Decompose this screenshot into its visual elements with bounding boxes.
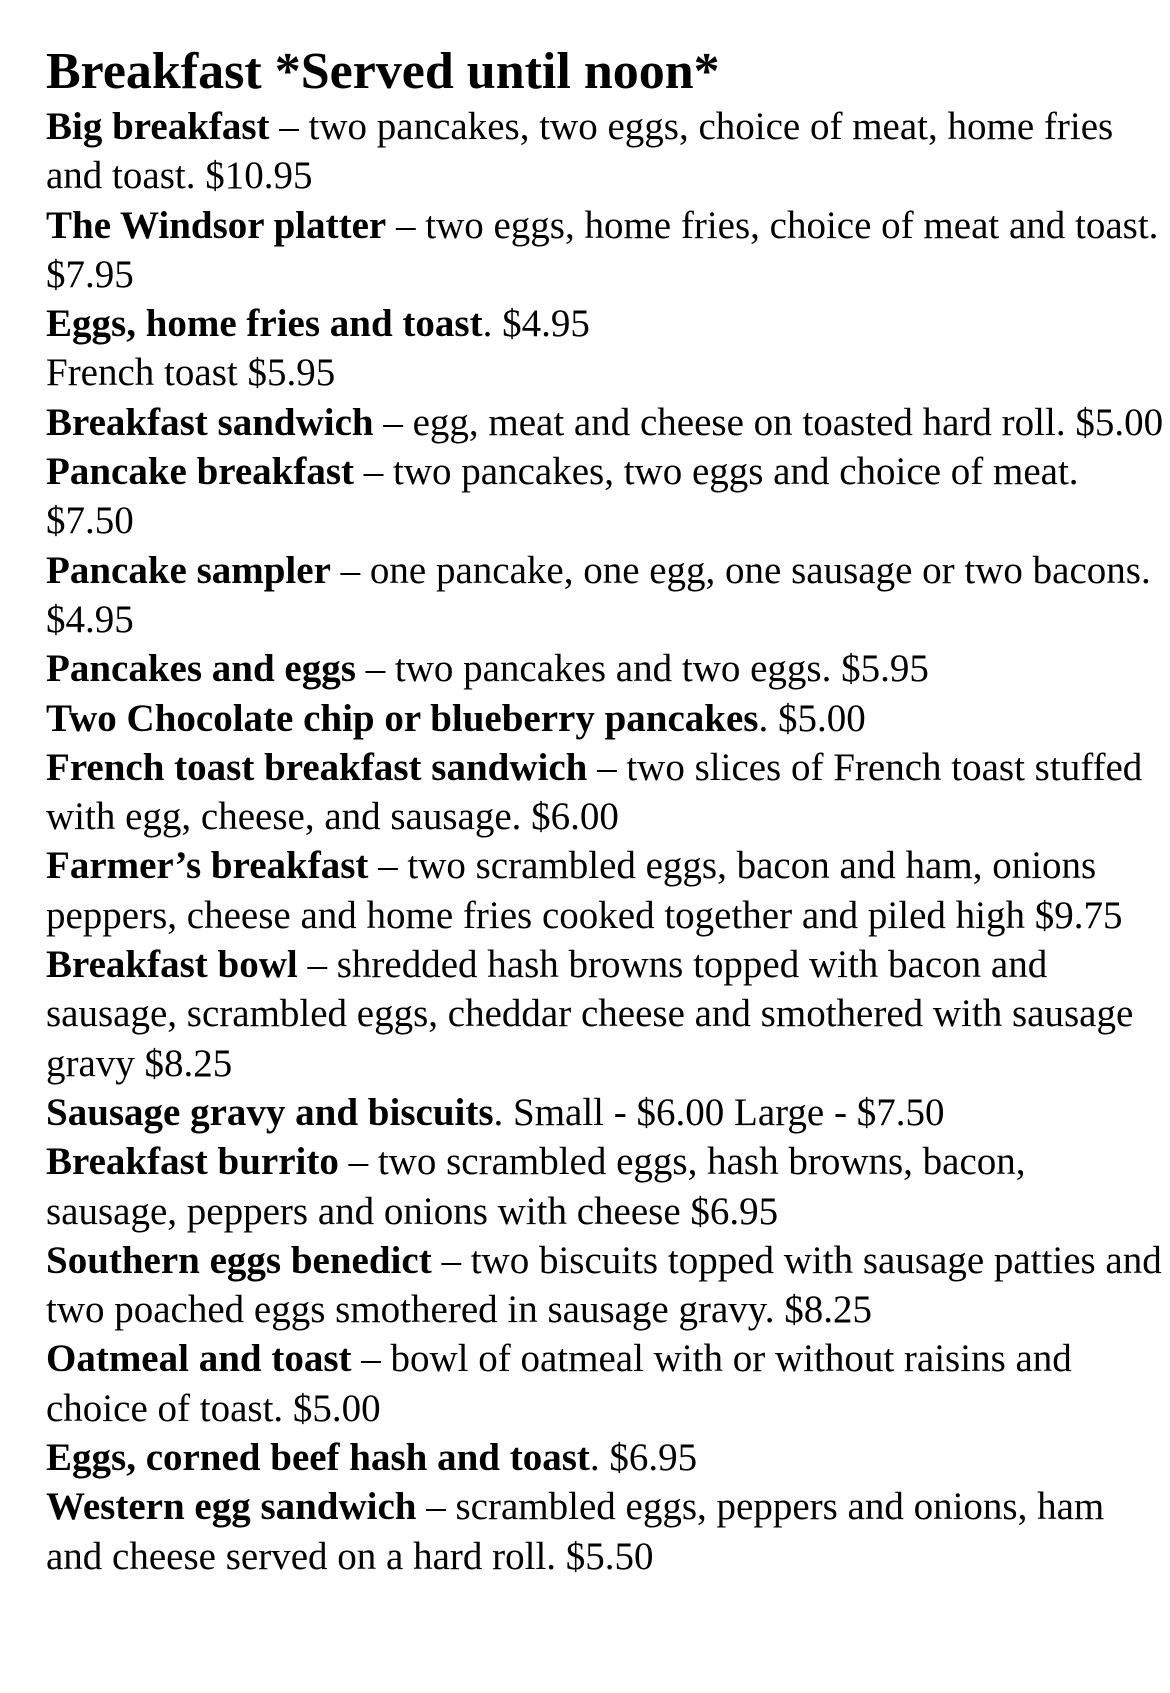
menu-item-name: Breakfast burrito	[46, 1140, 339, 1184]
menu-item-description: French toast $5.95	[46, 351, 336, 395]
menu-item-description: – two scrambled eggs, bacon and ham, onions peppers, cheese and home fries cooked together and piled high $9.75	[46, 844, 1123, 937]
menu-item	[46, 1236, 1164, 1335]
menu-item-name: Pancake breakfast	[46, 450, 355, 494]
menu-item-name: The Windsor platter	[46, 203, 387, 247]
menu-item	[46, 348, 1164, 397]
menu-item-description: – two pancakes, two eggs and choice of meat. $7.50	[46, 450, 1079, 543]
menu-item	[46, 743, 1164, 842]
menu-item	[46, 1137, 1164, 1236]
menu-title: Breakfast *Served until noon*	[46, 43, 720, 100]
menu-item	[46, 546, 1164, 645]
menu-item	[46, 940, 1164, 1088]
menu-item-description: – egg, meat and cheese on toasted hard roll. $5.00	[373, 400, 1164, 444]
menu-item-description: – two eggs, home fries, choice of meat and toast. $7.95	[46, 203, 1159, 296]
menu-item-description: . $5.00	[758, 696, 866, 740]
menu-item-description: – one pancake, one egg, one sausage or two bacons. $4.95	[46, 548, 1151, 641]
menu-item	[46, 398, 1164, 447]
menu-item-list	[46, 102, 1164, 1581]
menu-item-description: . $6.95	[589, 1436, 698, 1480]
menu-item-description: – two scrambled eggs, hash browns, bacon, sausage, peppers and onions with cheese $6.95	[46, 1140, 1026, 1233]
menu-item	[46, 1482, 1164, 1581]
menu-item-name: French toast breakfast sandwich	[46, 745, 588, 789]
menu-item-description: – two pancakes, two eggs, choice of meat, home fries and toast. $10.95	[46, 105, 1114, 198]
menu-item-name: Breakfast bowl	[46, 943, 298, 987]
menu-item-name: Southern eggs benedict	[46, 1238, 432, 1282]
menu-item	[46, 447, 1164, 546]
menu-item-name: Pancake sampler	[46, 548, 331, 592]
menu-item-name: Western egg sandwich	[46, 1485, 417, 1529]
menu-item-name: Oatmeal and toast	[46, 1337, 352, 1381]
menu-item	[46, 201, 1164, 300]
menu-item-description: – two biscuits topped with sausage patties and two poached eggs smothered in sausage gravy. $8.25	[46, 1238, 1162, 1332]
menu-item	[46, 694, 1164, 743]
menu-item	[46, 1433, 1164, 1482]
menu-item	[46, 299, 1164, 348]
menu-item-name: Breakfast sandwich	[46, 400, 374, 444]
menu-item-description: . Small - $6.00 Large - $7.50	[493, 1090, 945, 1134]
menu-item-description: . $4.95	[482, 302, 590, 346]
menu-item-description: – two pancakes and two eggs. $5.95	[355, 647, 929, 691]
menu-item-name: Eggs, corned beef hash and toast	[46, 1436, 590, 1480]
menu-item-name: Two Chocolate chip or blueberry pancakes	[46, 696, 759, 740]
menu-item	[46, 102, 1164, 201]
menu-item-description: – bowl of oatmeal with or without raisins and choice of toast. $5.00	[46, 1337, 1072, 1430]
menu-item-description: – shredded hash browns topped with bacon and sausage, scrambled eggs, cheddar cheese and smothered with sausage gravy $8.25	[46, 943, 1134, 1085]
menu-item	[46, 841, 1164, 940]
menu-item-name: Pancakes and eggs	[46, 647, 356, 691]
menu-item-description: – two slices of French toast stuffed with egg, cheese, and sausage. $6.00	[46, 745, 1143, 839]
menu-item-description: – scrambled eggs, peppers and onions, ham and cheese served on a hard roll. $5.50	[46, 1485, 1105, 1578]
menu-item-name: Eggs, home fries and toast	[46, 302, 483, 346]
menu-item-name: Farmer’s breakfast	[46, 844, 369, 888]
menu-item	[46, 1334, 1164, 1433]
menu-item	[46, 644, 1164, 693]
menu-item-name: Sausage gravy and biscuits	[46, 1090, 494, 1134]
menu-item-name: Big breakfast	[46, 105, 270, 148]
menu-item	[46, 1088, 1164, 1137]
